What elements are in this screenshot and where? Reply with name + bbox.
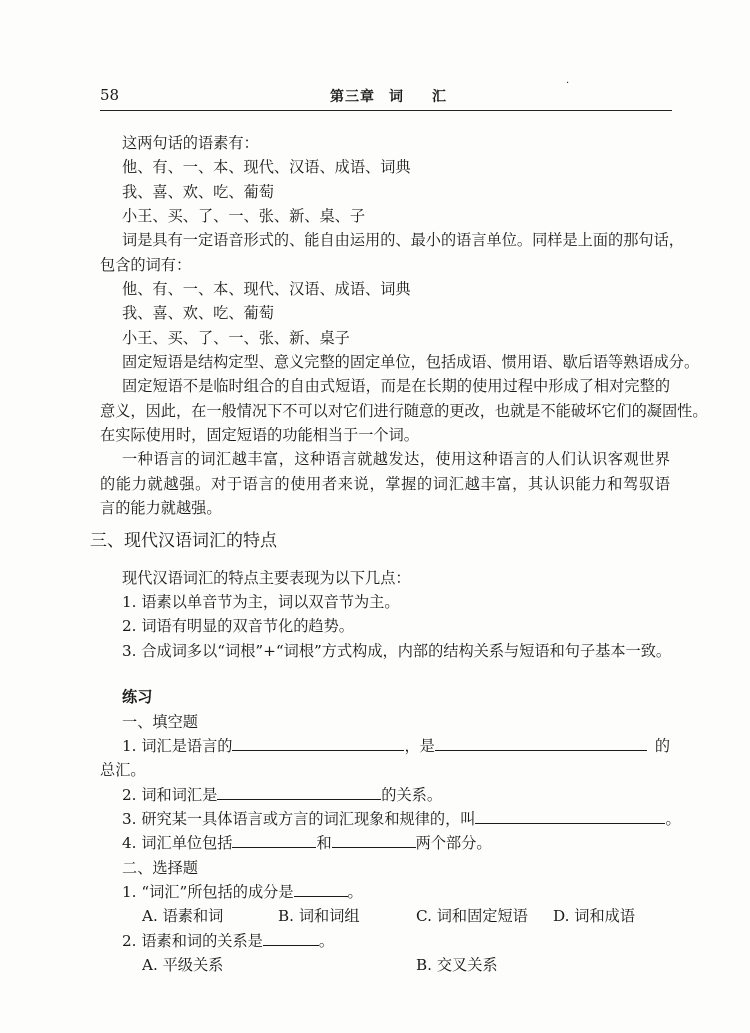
feature-item: 1. 语素以单音节为主，词以双音节为主。 <box>122 593 400 611</box>
option-c[interactable]: C. 词和固定短语 <box>416 907 528 925</box>
fill-question-4: 4. 词汇单位包括 和 两个部分。 <box>122 834 492 852</box>
page-number: 58 <box>100 86 120 104</box>
exercise-title: 练习 <box>122 688 153 706</box>
option-b[interactable]: B. 交叉关系 <box>416 956 498 974</box>
paragraph-line: 他、有、一、本、现代、汉语、成语、词典 <box>122 280 411 298</box>
paragraph-line: 一种语言的词汇越丰富，这种语言就越发达，使用这种语言的人们认识客观世界 <box>122 450 670 468</box>
paragraph-line: 小王、买、了、一、张、新、桌子 <box>122 329 350 347</box>
fill-question-2: 2. 词和词汇是 的关系。 <box>122 786 443 804</box>
exercise-part-heading: 一、填空题 <box>122 713 198 731</box>
paragraph-line: 在实际使用时，固定短语的功能相当于一个词。 <box>100 426 419 444</box>
section-intro: 现代汉语词汇的特点主要表现为以下几点： <box>122 569 411 587</box>
answer-blank[interactable] <box>332 833 416 848</box>
option-d[interactable]: D. 词和成语 <box>553 907 636 925</box>
paragraph-line: 固定短语不是临时组合的自由式短语，而是在长期的使用过程中形成了相对完整的 <box>122 377 670 395</box>
paragraph-line: 意义，因此，在一般情况下不可以对它们进行随意的更改，也就是不能破坏它们的凝固性。 <box>100 402 708 420</box>
exercise-part-heading: 二、选择题 <box>122 859 198 877</box>
paragraph-line: 他、有、一、本、现代、汉语、成语、词典 <box>122 158 411 176</box>
answer-blank[interactable] <box>435 736 647 751</box>
paragraph-line: 词是具有一定语音形式的、能自由运用的、最小的语言单位。同样是上面的那句话， <box>122 231 684 249</box>
paragraph-line: 的能力就越强。对于语言的使用者来说，掌握的词汇越丰富，其认识能力和驾驭语 <box>100 475 670 493</box>
scan-speck: · <box>566 78 570 89</box>
answer-blank[interactable] <box>217 785 381 800</box>
section-heading: 三、现代汉语词汇的特点 <box>90 531 277 551</box>
choice-question-2: 2. 语素和词的关系是 。 <box>122 932 335 950</box>
chapter-title: 第三章 词 汇 <box>330 89 447 105</box>
feature-item: 3. 合成词多以“词根”+“词根”方式构成，内部的结构关系与短语和句子基本一致。 <box>122 642 672 660</box>
option-a[interactable]: A. 语素和词 <box>142 907 224 925</box>
feature-item: 2. 词语有明显的双音节化的趋势。 <box>122 617 354 635</box>
paragraph-line: 小王、买、了、一、张、新、桌、子 <box>122 207 365 225</box>
fill-question-1: 1. 词汇是语言的 ，是 的 <box>122 737 671 755</box>
fill-question-3: 3. 研究某一具体语言或方言的词汇现象和规律的，叫 。 <box>122 810 681 828</box>
answer-blank[interactable] <box>294 882 348 897</box>
paragraph-line: 固定短语是结构定型、意义完整的固定单位，包括成语、惯用语、歇后语等熟语成分。 <box>122 353 700 371</box>
fill-question-1-cont: 总汇。 <box>100 761 146 779</box>
paragraph-line: 我、喜、欢、吃、葡萄 <box>122 304 274 322</box>
option-b[interactable]: B. 词和词组 <box>278 907 360 925</box>
answer-blank[interactable] <box>475 809 665 824</box>
answer-blank[interactable] <box>263 931 319 946</box>
option-a[interactable]: A. 平级关系 <box>142 956 224 974</box>
running-header <box>100 78 672 111</box>
paragraph-line: 包含的词有： <box>100 256 192 274</box>
paragraph-line: 我、喜、欢、吃、葡萄 <box>122 183 274 201</box>
choice-question-1: 1. “词汇”所包括的成分是 。 <box>122 883 363 901</box>
answer-blank[interactable] <box>232 736 404 751</box>
paragraph-line: 这两句话的语素有： <box>122 134 259 152</box>
answer-blank[interactable] <box>232 833 316 848</box>
paragraph-line: 言的能力就越强。 <box>100 499 222 517</box>
